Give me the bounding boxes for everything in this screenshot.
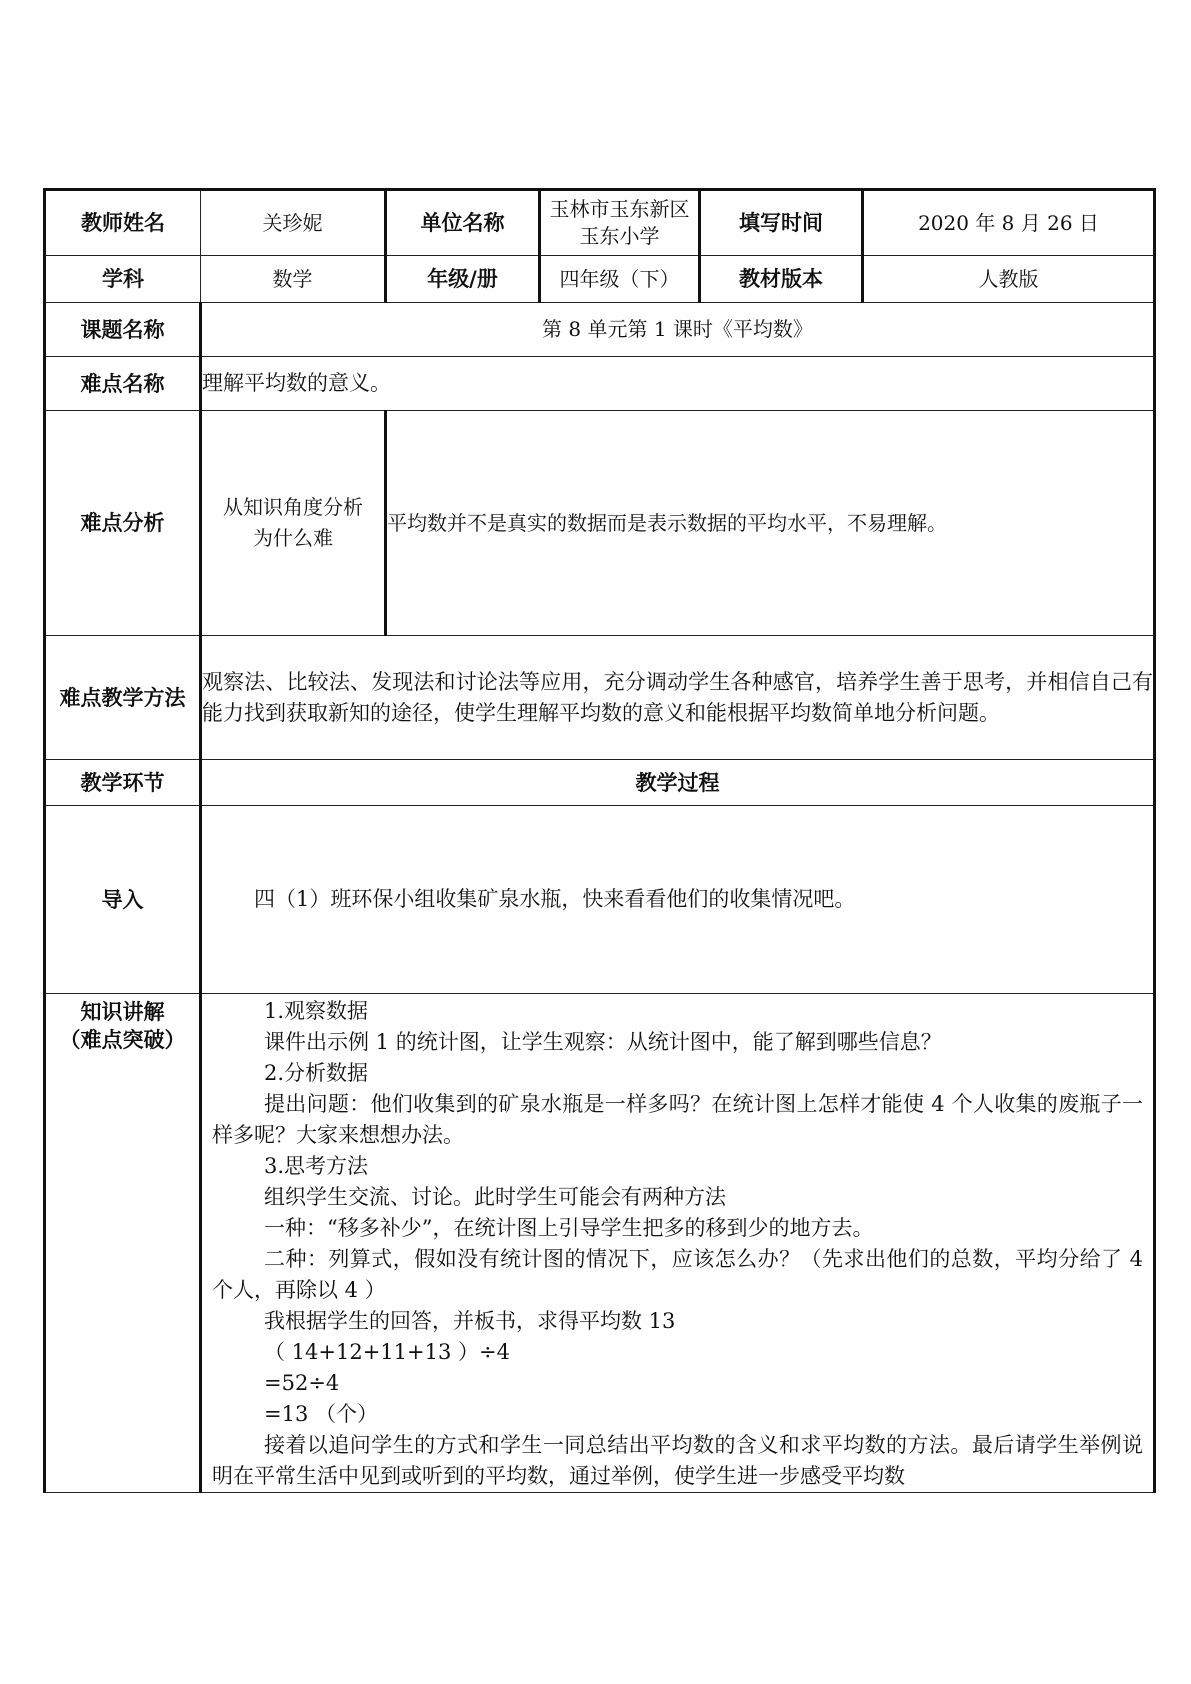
knowledge-line-1: 1.观察数据 xyxy=(264,999,369,1023)
row-method xyxy=(45,636,1155,760)
unit-value-line1: 玉林市玉东新区 xyxy=(549,197,690,221)
analysis-value: 平均数并不是真实的数据而是表示数据的平均水平，不易理解。 xyxy=(386,411,1155,636)
row-analysis xyxy=(45,411,1155,636)
date-value: 2020 年 8 月 26 日 xyxy=(863,190,1155,256)
difficulty-value: 理解平均数的意义。 xyxy=(201,357,1155,411)
row-subject-info xyxy=(45,256,1155,303)
knowledge-formula-1: （ 14+12+11+13 ）÷4 xyxy=(264,1340,510,1364)
knowledge-label xyxy=(45,994,201,1493)
row-intro xyxy=(45,806,1155,994)
knowledge-formula-3: =13 （个） xyxy=(264,1402,378,1426)
knowledge-label-line1: 知识讲解 xyxy=(80,1000,165,1024)
unit-value-line2: 玉东小学 xyxy=(579,224,660,248)
knowledge-line-4: 提出问题：他们收集到的矿泉水瓶是一样多吗？在统计图上怎样才能使 4 个人收集的废瓶子一样多呢？大家来想想办法。 xyxy=(212,1092,1143,1147)
intro-value xyxy=(201,806,1155,994)
intro-text: 四（1）班环保小组收集矿泉水瓶，快来看看他们的收集情况吧。 xyxy=(254,887,856,911)
difficulty-label: 难点名称 xyxy=(45,357,201,411)
topic-label: 课题名称 xyxy=(45,303,201,357)
knowledge-formula-2: =52÷4 xyxy=(264,1371,340,1395)
teacher-value: 关珍妮 xyxy=(201,190,386,256)
knowledge-content xyxy=(201,994,1155,1493)
method-label: 难点教学方法 xyxy=(45,636,201,760)
knowledge-line-7: 一种：“移多补少”，在统计图上引导学生把多的移到少的地方去。 xyxy=(264,1216,874,1240)
teacher-label: 教师姓名 xyxy=(45,190,201,256)
knowledge-line-5: 3.思考方法 xyxy=(264,1154,369,1178)
process-label: 教学过程 xyxy=(201,760,1155,806)
knowledge-line-9: 我根据学生的回答，并板书，求得平均数 13 xyxy=(264,1309,676,1333)
unit-value xyxy=(540,190,700,256)
analysis-sub-label-line2: 为什么难 xyxy=(253,526,333,550)
topic-value: 第 8 单元第 1 课时《平均数》 xyxy=(201,303,1155,357)
lesson-design-form xyxy=(43,188,1153,1493)
edition-value: 人教版 xyxy=(863,256,1155,303)
analysis-sub-label xyxy=(201,411,386,636)
stage-label: 教学环节 xyxy=(45,760,201,806)
grade-value: 四年级（下） xyxy=(540,256,700,303)
knowledge-line-6: 组织学生交流、讨论。此时学生可能会有两种方法 xyxy=(264,1185,726,1209)
date-label: 填写时间 xyxy=(700,190,863,256)
subject-value: 数学 xyxy=(201,256,386,303)
knowledge-line-2: 课件出示例 1 的统计图，让学生观察：从统计图中，能了解到哪些信息？ xyxy=(264,1030,942,1054)
row-topic xyxy=(45,303,1155,357)
knowledge-text xyxy=(202,994,1153,1492)
grade-label: 年级/册 xyxy=(386,256,540,303)
analysis-sub-label-line1: 从知识角度分析 xyxy=(223,495,363,519)
subject-label: 学科 xyxy=(45,256,201,303)
row-teacher-info xyxy=(45,190,1155,256)
knowledge-line-3: 2.分析数据 xyxy=(264,1061,369,1085)
form-table xyxy=(43,188,1156,1493)
row-difficulty xyxy=(45,357,1155,411)
unit-label: 单位名称 xyxy=(386,190,540,256)
edition-label: 教材版本 xyxy=(700,256,863,303)
row-process-header xyxy=(45,760,1155,806)
knowledge-label-line2: （难点突破） xyxy=(59,1028,186,1052)
method-value: 观察法、比较法、发现法和讨论法等应用，充分调动学生各种感官，培养学生善于思考，并相信自己有能力找到获取新知的途径，使学生理解平均数的意义和能根据平均数简单地分析问题。 xyxy=(201,636,1155,760)
knowledge-line-13: 接着以追问学生的方式和学生一同总结出平均数的含义和求平均数的方法。最后请学生举例说明在平常生活中见到或听到的平均数，通过举例，使学生进一步感受平均数 xyxy=(212,1433,1143,1488)
analysis-label: 难点分析 xyxy=(45,411,201,636)
knowledge-line-8: 二种：列算式，假如没有统计图的情况下，应该怎么办？（先求出他们的总数，平均分给了 4 个人，再除以 4 ） xyxy=(212,1247,1143,1302)
intro-label: 导入 xyxy=(45,806,201,994)
row-knowledge xyxy=(45,994,1155,1493)
